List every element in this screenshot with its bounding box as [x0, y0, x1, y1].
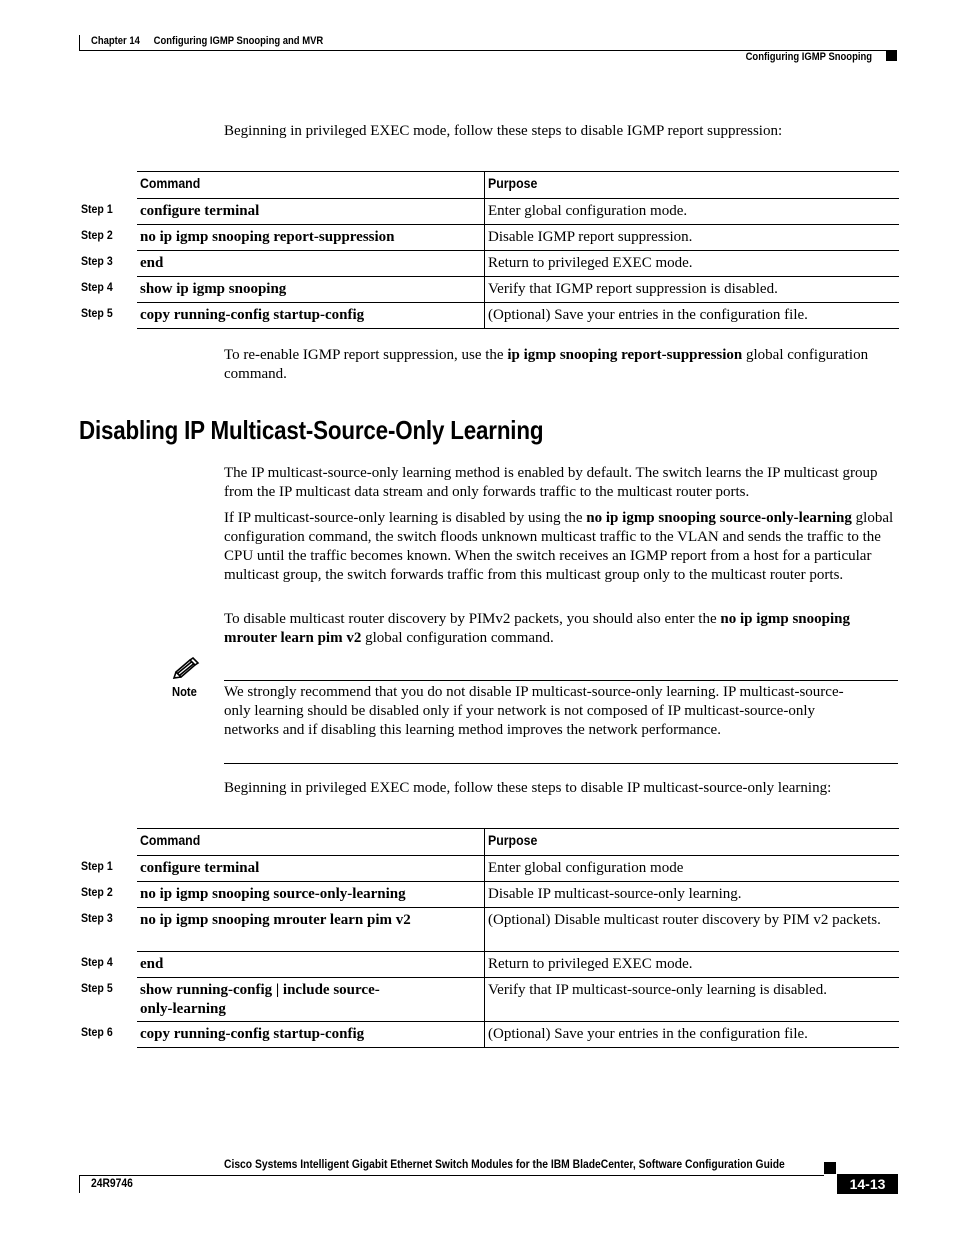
table-row [81, 952, 899, 978]
footer-rule [79, 1175, 824, 1176]
purpose-cell: Verify that IGMP report suppression is disabled. [488, 281, 778, 297]
step-label: Step 1 [81, 202, 113, 216]
command-cell: end [140, 956, 164, 972]
note-rule-bottom [224, 763, 898, 764]
step-label: Step 6 [81, 1025, 113, 1039]
pencil-note-icon [172, 657, 202, 679]
p2-text-post: global configuration command, the switch floods unknown multicast traffic to the VLAN and sends the traffic to the CPU until the traffic becomes known. When the switch receives an IGMP report from a host for a particular multicast group, the switch forwards traffic from this multicast group only to the multicast router ports. [224, 510, 894, 583]
step-label: Step 3 [81, 254, 113, 268]
footer-rule-vertical [79, 1175, 80, 1193]
footer-book-title: Cisco Systems Intelligent Gigabit Ethernet Switch Modules for the IBM BladeCenter, Software Configuration Guide [223, 1157, 785, 1171]
purpose-cell: Enter global configuration mode [488, 860, 684, 876]
table-row [81, 225, 899, 251]
command-cell: no ip igmp snooping report-suppression [140, 229, 395, 245]
purpose-cell: Verify that IP multicast-source-only learning is disabled. [488, 982, 827, 998]
note-label: Note [172, 684, 197, 699]
table-row [81, 277, 899, 303]
command-cell: configure terminal [140, 203, 260, 219]
command-cell: show ip igmp snooping [140, 281, 287, 297]
body-paragraph-1: The IP multicast-source-only learning method is enabled by default. The switch learns the IP multicast group from the IP multicast data stream and only forwards traffic to the multicast router ports. [224, 465, 878, 500]
command-cell: no ip igmp snooping source-only-learning [140, 886, 406, 902]
purpose-cell: Return to privileged EXEC mode. [488, 255, 693, 271]
steps-table-report-suppression [81, 171, 899, 329]
table-row [81, 908, 899, 952]
page-number: 14-13 [849, 1176, 886, 1192]
p2-text-pre: If IP multicast-source-only learning is disabled by using the [224, 510, 587, 526]
reenable-text-pre: To re-enable IGMP report suppression, use the [224, 347, 508, 363]
purpose-cell: Enter global configuration mode. [488, 203, 688, 219]
section-heading: Disabling IP Multicast-Source-Only Learning [79, 415, 544, 445]
step-label: Step 3 [81, 911, 113, 925]
p2-command: no ip igmp snooping source-only-learning [586, 510, 852, 526]
table-row [81, 856, 899, 882]
command-cell: configure terminal [140, 860, 260, 876]
purpose-cell: (Optional) Disable multicast router discovery by PIM v2 packets. [488, 912, 881, 928]
purpose-cell: Return to privileged EXEC mode. [488, 956, 693, 972]
footer-doc-number: 24R9746 [91, 1176, 133, 1190]
note-text: We strongly recommend that you do not disable IP multicast-source-only learning. IP multicast-source-only learning should be disabled only if your network is not composed of IP multicast-source-only networks and if disabling this learning method improves the network performance. [224, 684, 844, 738]
running-header-section: Configuring IGMP Snooping [745, 51, 872, 63]
purpose-cell: Disable IGMP report suppression. [488, 229, 693, 245]
table-row [81, 303, 899, 329]
table-header-row [137, 828, 899, 856]
step-label: Step 2 [81, 885, 113, 899]
chapter-title: Configuring IGMP Snooping and MVR [153, 35, 324, 47]
step-label: Step 5 [81, 981, 113, 995]
steps-table-source-only-learning [81, 828, 899, 1048]
column-header-purpose: Purpose [488, 832, 538, 848]
command-cell: no ip igmp snooping mrouter learn pim v2 [140, 912, 411, 928]
reenable-text-post: global configuration command. [224, 347, 869, 382]
purpose-cell: (Optional) Save your entries in the configuration file. [488, 307, 808, 323]
footer-marker [824, 1162, 836, 1174]
command-cell: copy running-config startup-config [140, 307, 365, 323]
header-rule-vertical [79, 35, 80, 51]
header-marker [886, 51, 897, 61]
intro-paragraph-1: Beginning in privileged EXEC mode, follow these steps to disable IGMP report suppression: [224, 123, 783, 139]
body-paragraph-3 [224, 610, 898, 648]
command-cell: end [140, 255, 164, 271]
body-paragraph-2 [224, 509, 898, 585]
step-label: Step 1 [81, 859, 113, 873]
command-cell: show running-config | include source-only-learning [140, 982, 380, 1017]
step-label: Step 4 [81, 955, 113, 969]
reenable-command: ip igmp snooping report-suppression [507, 347, 743, 363]
command-cell: copy running-config startup-config [140, 1026, 365, 1042]
column-header-purpose: Purpose [488, 175, 538, 191]
column-header-command: Command [140, 832, 201, 848]
reenable-paragraph [224, 346, 898, 384]
table-row [81, 1022, 899, 1048]
note-rule-top [224, 680, 898, 681]
purpose-cell: Disable IP multicast-source-only learning. [488, 886, 742, 902]
purpose-cell: (Optional) Save your entries in the configuration file. [488, 1026, 808, 1042]
table-row [81, 882, 899, 908]
running-header-chapter [91, 35, 323, 47]
column-header-command: Command [140, 175, 201, 191]
step-label: Step 2 [81, 228, 113, 242]
p3-text-post: global configuration command. [361, 630, 554, 646]
intro-paragraph-2: Beginning in privileged EXEC mode, follow these steps to disable IP multicast-source-only learning: [224, 780, 832, 796]
step-label: Step 4 [81, 280, 113, 294]
step-label: Step 5 [81, 306, 113, 320]
table-row [81, 978, 899, 1022]
table-row [81, 199, 899, 225]
p3-command: no ip igmp snooping mrouter learn pim v2 [224, 611, 850, 646]
table-row [81, 251, 899, 277]
chapter-number: Chapter 14 [91, 35, 140, 47]
table-header-row [137, 171, 899, 199]
p3-text-pre: To disable multicast router discovery by PIMv2 packets, you should also enter the [224, 611, 721, 627]
